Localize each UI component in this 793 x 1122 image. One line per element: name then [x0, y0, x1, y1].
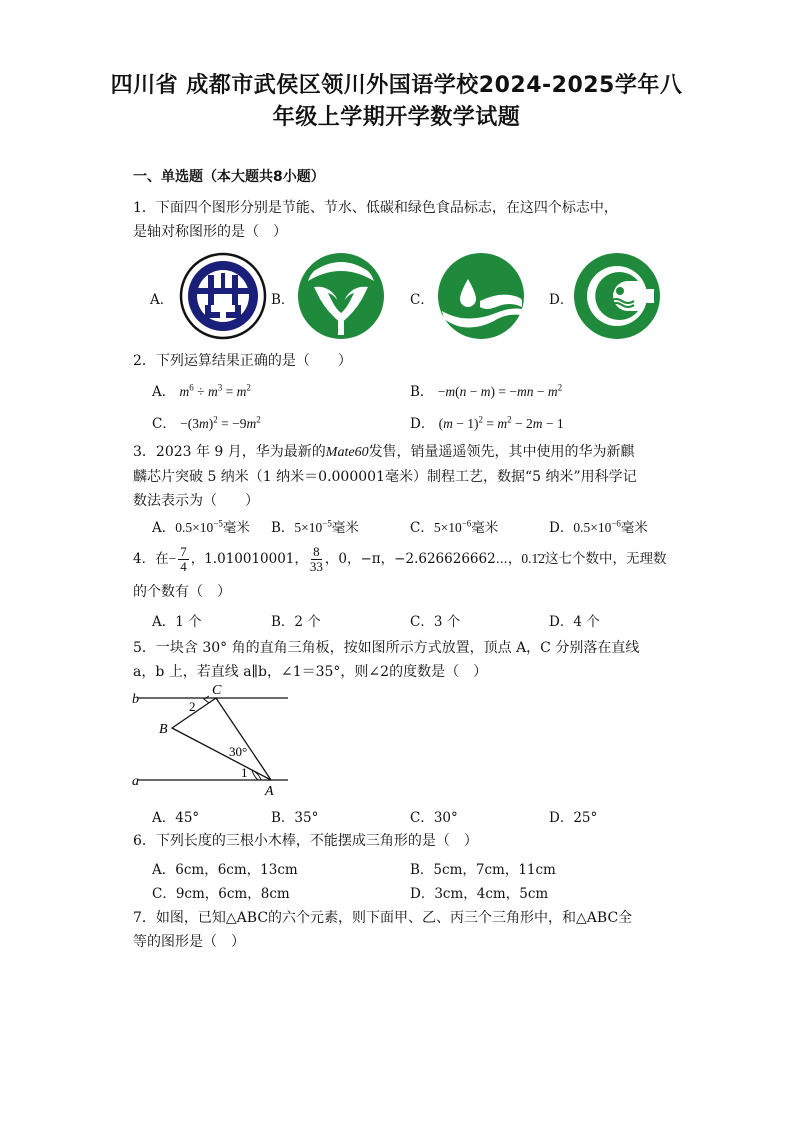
vertex-b: B: [159, 722, 168, 737]
fraction-8-33: $\frac{8}{33}$: [309, 544, 323, 574]
angle-2-label: 2: [189, 699, 196, 714]
angle-30-label: 30°: [229, 744, 248, 759]
question-1-stem: [133, 196, 663, 244]
q4-option-a: A．1 个: [152, 614, 202, 630]
q1-option-b-label: B．: [271, 292, 295, 308]
angle-1-label: 1: [241, 765, 248, 780]
q1-line2: 是轴对称图形的是（ ）: [133, 224, 287, 240]
q5-option-a: A．45°: [152, 810, 200, 826]
q5-line1: 5．一块含 30° 角的直角三角板，按如图所示方式放置，顶点 A，C 分别落在直线: [133, 640, 640, 656]
vertex-c: C: [212, 683, 222, 698]
q6-option-d: D．3cm，4cm，5cm: [410, 886, 549, 902]
q4-option-b: B．2 个: [271, 614, 321, 630]
q7-line1: 7．如图，已知△ABC的六个元素，则下面甲、乙、丙三个三角形中，和△ABC全: [133, 910, 633, 926]
q3-line3: 数法表示为（ ）: [133, 493, 259, 509]
q2-option-b: B． $-m(n - m) = -mn - m^2$: [410, 382, 563, 400]
question-2-stem: 2．下列运算结果正确的是（ ）: [133, 353, 352, 369]
vertex-a: A: [265, 784, 274, 799]
question-4-stem: 4．在− $\frac{7}{4}$ ，1.010010001， $\frac{8}{33}$ ，0，−π，−2.626626662⋯，0.1̇2̇这七个数中，无理数: [133, 544, 667, 574]
q2-option-a: A． $m^6 \div m^3 = m^2$: [152, 382, 251, 400]
label-b: b: [132, 692, 139, 707]
low-carbon-icon: [572, 251, 662, 341]
q5-option-b: B．35°: [271, 810, 319, 826]
section-heading: 一、单选题（本大题共8小题）: [133, 169, 325, 185]
q6-option-c: C．9cm，6cm，8cm: [152, 886, 290, 902]
question-6-stem: 6．下列长度的三根小木棒，不能摆成三角形的是（ ）: [133, 833, 478, 849]
repeating-decimal: 0.1̇2̇: [521, 551, 545, 566]
page-title: 四川省 成都市武侯区领川外国语学校2024-2025学年八: [110, 73, 683, 98]
q4-line2: 的个数有（ ）: [133, 584, 231, 600]
q4-option-d: D．4 个: [549, 614, 600, 630]
q3-option-c: C．$5\times 10^{-6}$毫米: [410, 518, 499, 536]
q3-option-a: A．$0.5\times 10^{-5}$毫米: [152, 518, 250, 536]
q1-option-c-label: C．: [410, 292, 434, 308]
page-title-line2: 年级上学期开学数学试题: [272, 105, 521, 130]
q3-option-d: D．$0.5\times 10^{-6}$毫米: [549, 518, 648, 536]
q5-line2: a，b 上，若直线 a∥b，∠1＝35°，则∠2的度数是（ ）: [133, 664, 488, 680]
q1-option-d-label: D．: [549, 292, 574, 308]
green-food-icon: [296, 251, 386, 341]
q6-option-a: A．6cm，6cm，13cm: [152, 862, 298, 878]
q5-option-c: C．30°: [410, 810, 458, 826]
q3-line2: 麟芯片突破 5 纳米（1 纳米＝0.000001毫米）制程工艺，数据“5 纳米”用科学记: [133, 469, 637, 485]
q6-option-b: B．5cm，7cm，11cm: [410, 862, 556, 878]
question-7-stem: [133, 906, 663, 954]
q1-line1: 1．下面四个图形分别是节能、节水、低碳和绿色食品标志，在这四个标志中，: [133, 200, 618, 216]
question-5-stem: [133, 636, 663, 684]
q5-option-d: D．25°: [549, 810, 598, 826]
label-a: a: [132, 774, 139, 789]
q3-option-b: B．$5\times 10^{-5}$毫米: [271, 518, 359, 536]
q4-option-c: C．3 个: [410, 614, 461, 630]
water-saving-icon: [436, 251, 526, 341]
triangle-abc: [172, 698, 271, 780]
q1-option-a-label: A．: [150, 292, 174, 308]
q2-option-d: D． $(m - 1)^2 = m^2 - 2m - 1$: [410, 414, 564, 432]
right-angle-mark: [204, 696, 209, 703]
q2-option-c: C． $-(3m)^2 = -9m^2$: [152, 414, 261, 432]
q7-line2: 等的图形是（ ）: [133, 934, 245, 950]
energy-saving-icon: [178, 251, 268, 341]
fraction-7-4: $\frac{7}{4}$: [180, 544, 187, 574]
question-3-stem: 3．2023 年 9 月，华为最新的Mate60发售，销量遥遥领先，其中使用的华为新麒 麟芯片突破 5 纳米（1 纳米＝0.000001毫米）制程工艺，数据“5 纳米”用科学记 数法表示为（ ）: [133, 440, 663, 513]
q5-triangle-figure: [128, 680, 298, 800]
